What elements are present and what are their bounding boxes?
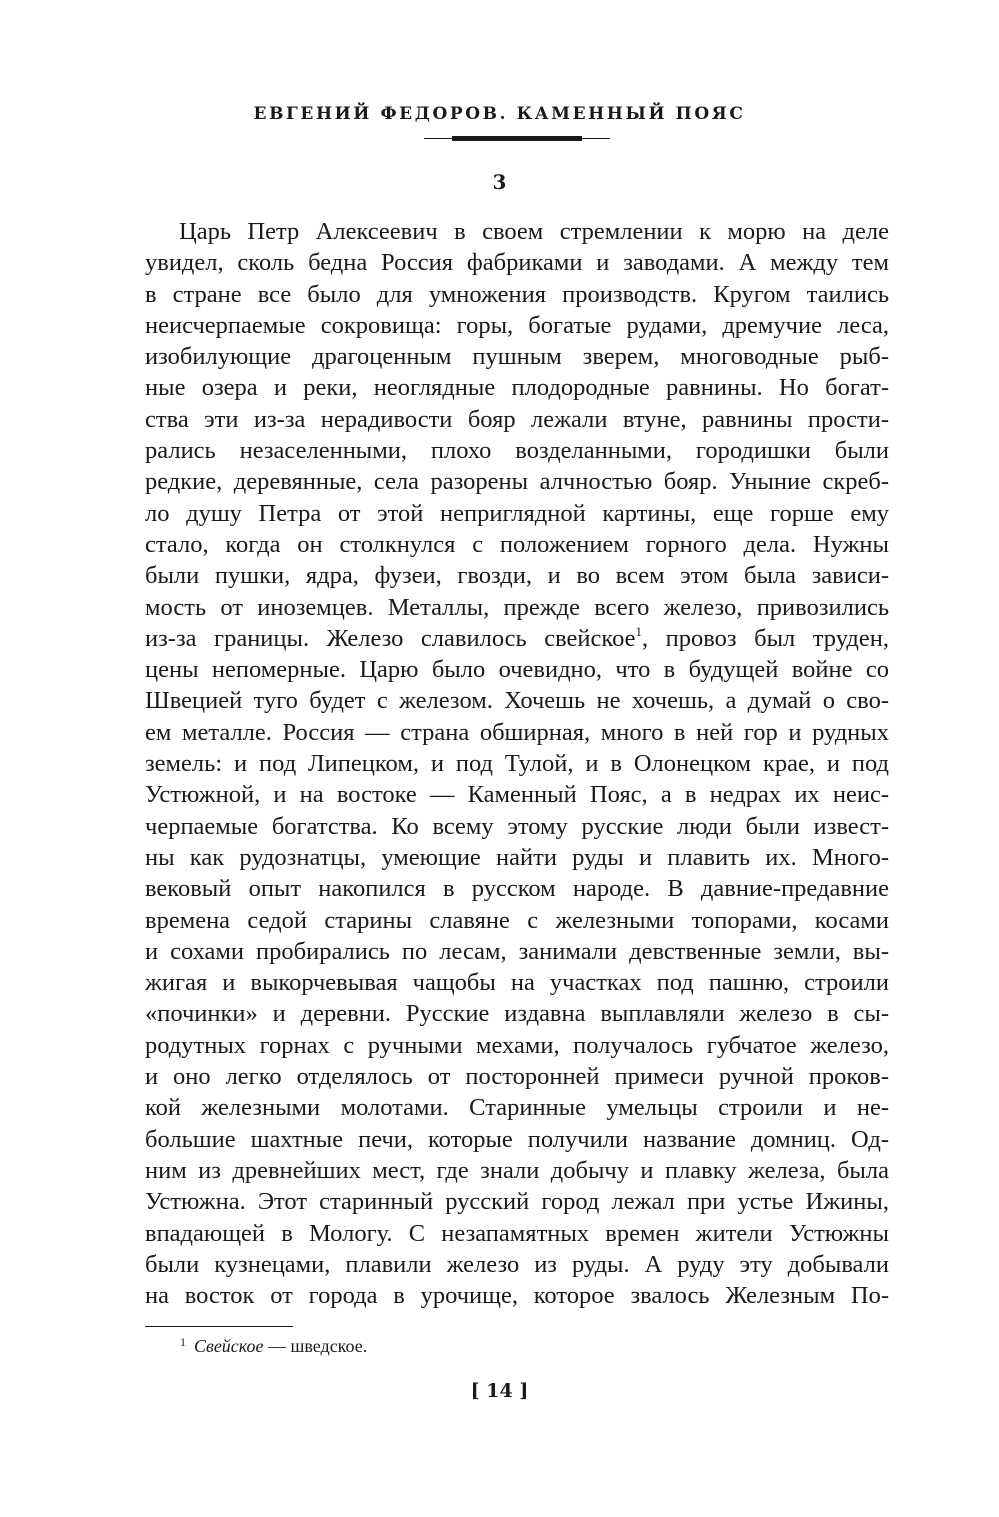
- body-line: мость от иноземцев. Металлы, прежде всего железо, привозились: [145, 593, 889, 621]
- body-line: черпаемые богатства. Ко всему этому русские люди были извест-: [145, 812, 889, 840]
- footnote-reference: 1: [635, 623, 642, 639]
- body-line: и сохами пробирались по лесам, занимали девственные земли, вы-: [145, 937, 889, 965]
- body-line: Швецией туго будет с железом. Хочешь не хочешь, а думай о сво-: [145, 687, 889, 715]
- body-line: впадающей в Мологу. С незапамятных времен жители Устюжны: [145, 1219, 889, 1247]
- body-line: были пушки, ядра, фузеи, гвозди, и во всем этом была зависи-: [145, 562, 889, 590]
- body-line: большие шахтные печи, которые получили название домниц. Од-: [145, 1125, 889, 1153]
- footnote-rule: [145, 1326, 293, 1327]
- body-line: Царь Петр Алексеевич в своем стремлении к морю на деле: [179, 218, 889, 245]
- body-line: цены непомерные. Царю было очевидно, что в будущей войне со: [145, 656, 889, 684]
- body-line: в стране все было для умножения производств. Кругом таились: [145, 280, 889, 308]
- footnote-term: Свейское: [194, 1336, 264, 1356]
- body-line: земель: и под Липецком, и под Тулой, и в Олонецком крае, и под: [145, 750, 889, 778]
- footnote: [180, 1335, 367, 1357]
- running-head-rule-accent: [452, 136, 582, 141]
- running-head: ЕВГЕНИЙ ФЕДОРОВ. КАМЕННЫЙ ПОЯС: [253, 104, 746, 124]
- body-line: и оно легко отделялось от посторонней примеси ручной проков-: [145, 1063, 889, 1091]
- page-number: [ 14 ]: [470, 1380, 529, 1402]
- body-line: вековый опыт накопился в русском народе. В давние-предавние: [145, 875, 889, 903]
- body-line: неисчерпаемые сокровища: горы, богатые рудами, дремучие леса,: [145, 311, 889, 339]
- body-line: Устюжна. Этот старинный русский город лежал при устье Ижины,: [145, 1188, 889, 1216]
- chapter-number: 3: [492, 170, 507, 194]
- body-line: изобилующие драгоценным пушным зверем, многоводные рыб-: [145, 343, 889, 371]
- body-text: [145, 216, 889, 1311]
- body-line: стало, когда он столкнулся с положением горного дела. Нужны: [145, 530, 889, 558]
- body-line: увидел, сколь бедна Россия фабриками и заводами. А между тем: [145, 249, 889, 277]
- body-line: ем металле. Россия — страна обширная, много в ней гор и рудных: [145, 718, 889, 746]
- footnote-mark: 1: [180, 1335, 186, 1349]
- body-line: ло душу Петра от этой неприглядной картины, еще горше ему: [145, 499, 889, 527]
- body-line: ные озера и реки, неоглядные плодородные равнины. Но богат-: [145, 374, 889, 402]
- body-line-with-footnote: [145, 623, 889, 654]
- body-line-segment: из-за границы. Железо славилось свейское: [145, 624, 636, 652]
- body-line: рались незаселенными, плохо возделанными, городишки были: [145, 437, 889, 465]
- body-line: времена седой старины славяне с железными топорами, косами: [145, 906, 889, 934]
- body-line: ним из древнейших мест, где знали добычу и плавку железа, была: [145, 1156, 889, 1184]
- body-line: ны как рудознатцы, умеющие найти руды и плавить их. Много-: [145, 843, 889, 871]
- body-line: ства эти из-за нерадивости бояр лежали втуне, равнины прости-: [145, 405, 889, 433]
- body-line: на восток от города в урочище, которое звалось Железным По-: [145, 1282, 889, 1310]
- body-line: «починки» и деревни. Русские издавна выплавляли железо в сы-: [145, 1000, 889, 1028]
- body-line: были кузнецами, плавили железо из руды. А руду эту добывали: [145, 1250, 889, 1278]
- body-line: родутных горнах с ручными мехами, получалось губчатое железо,: [145, 1031, 889, 1059]
- body-line-segment: , провоз был труден,: [642, 624, 890, 652]
- body-line: редкие, деревянные, села разорены алчностью бояр. Уныние скреб-: [145, 468, 889, 496]
- body-line: жигая и выкорчевывая чащобы на участках под пашню, строили: [145, 969, 889, 997]
- body-line: Устюжной, и на востоке — Каменный Пояс, а в недрах их неис-: [145, 781, 889, 809]
- body-line: кой железными молотами. Старинные умельцы строили и не-: [145, 1094, 889, 1122]
- footnote-definition: — шведское.: [263, 1336, 368, 1356]
